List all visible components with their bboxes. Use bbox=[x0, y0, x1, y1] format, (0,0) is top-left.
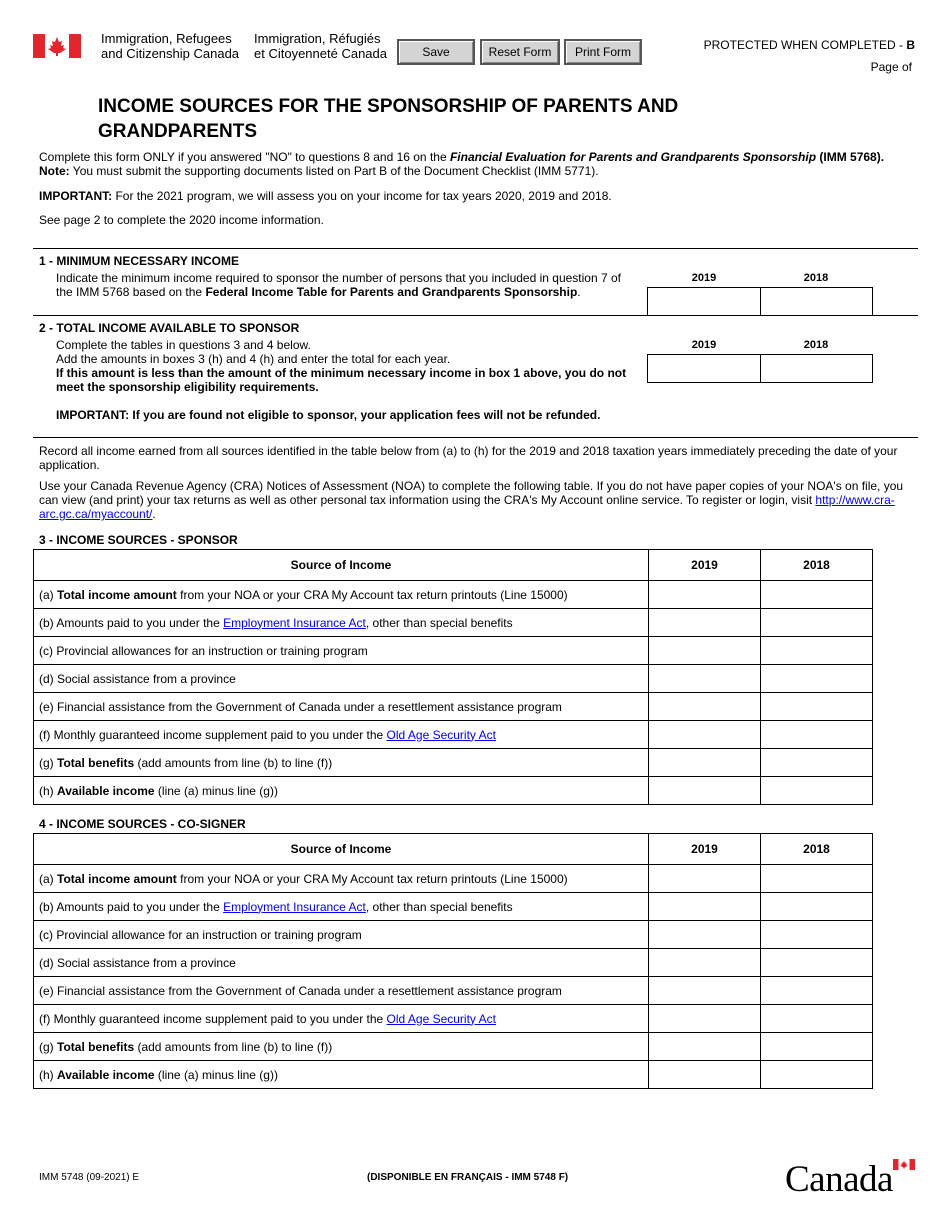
save-button[interactable]: Save bbox=[397, 39, 475, 65]
sponsor-h-2019-input[interactable] bbox=[649, 777, 761, 805]
wordmark-flag-icon bbox=[893, 1159, 915, 1170]
section-4-heading: 4 - INCOME SOURCES - CO-SIGNER bbox=[39, 817, 246, 831]
cra-instructions: Use your Canada Revenue Agency (CRA) Notices of Assessment (NOA) to complete the following table. If you do not have paper copies of your NOA's on file, you can view (and print) your tax returns as well as other personal tax information using the CRA's My Account online service. To register or login, visit http://www.cra-arc.gc.ca/myaccount/. bbox=[39, 479, 904, 521]
section-1-income-boxes bbox=[647, 287, 873, 316]
section-2-important: IMPORTANT: If you are found not eligible to sponsor, your application fees will not be refunded. bbox=[56, 408, 601, 422]
cosigner-d-2019-input[interactable] bbox=[649, 949, 761, 977]
cosigner-a-2018-input[interactable] bbox=[761, 865, 873, 893]
column-header-2019: 2019 bbox=[649, 834, 761, 865]
divider bbox=[33, 315, 918, 316]
row-label-g: (g) Total benefits (add amounts from line (b) to line (f)) bbox=[34, 1033, 649, 1061]
row-label-h: (h) Available income (line (a) minus line (g)) bbox=[34, 777, 649, 805]
cosigner-d-2018-input[interactable] bbox=[761, 949, 873, 977]
protected-label: PROTECTED WHEN COMPLETED - B bbox=[703, 38, 915, 52]
row-label-e: (e) Financial assistance from the Government of Canada under a resettlement assistance program bbox=[34, 693, 649, 721]
sponsor-b-2019-input[interactable] bbox=[649, 609, 761, 637]
sponsor-g-2019-input[interactable] bbox=[649, 749, 761, 777]
section-2-income-boxes bbox=[647, 354, 873, 383]
record-income-instructions: Record all income earned from all sources identified in the table below from (a) to (h) for the 2019 and 2018 taxation years immediately preceding the date of your application. bbox=[39, 444, 898, 472]
sponsor-f-2019-input[interactable] bbox=[649, 721, 761, 749]
sponsor-b-2018-input[interactable] bbox=[761, 609, 873, 637]
sponsor-h-2018-input[interactable] bbox=[761, 777, 873, 805]
row-label-b: (b) Amounts paid to you under the Employment Insurance Act, other than special benefits bbox=[34, 609, 649, 637]
cosigner-f-2018-input[interactable] bbox=[761, 1005, 873, 1033]
page-title: INCOME SOURCES FOR THE SPONSORSHIP OF PARENTS AND GRANDPARENTS bbox=[98, 96, 679, 142]
sponsor-e-2018-input[interactable] bbox=[761, 693, 873, 721]
column-header-source: Source of Income bbox=[34, 550, 649, 581]
table-row bbox=[34, 665, 873, 693]
table-row bbox=[34, 721, 873, 749]
cosigner-g-2018-input[interactable] bbox=[761, 1033, 873, 1061]
row-label-h: (h) Available income (line (a) minus line (g)) bbox=[34, 1061, 649, 1089]
table-row bbox=[34, 977, 873, 1005]
section-2-heading: 2 - TOTAL INCOME AVAILABLE TO SPONSOR bbox=[39, 321, 300, 335]
section-3-heading: 3 - INCOME SOURCES - SPONSOR bbox=[39, 533, 238, 547]
section-1-text: Indicate the minimum income required to sponsor the number of persons that you included in question 7 of the IMM 5768 based on the Federal Income Table for Parents and Grandparents Sponsorship. bbox=[56, 271, 621, 299]
cosigner-b-2018-input[interactable] bbox=[761, 893, 873, 921]
table-header-row bbox=[34, 550, 873, 581]
cosigner-g-2019-input[interactable] bbox=[649, 1033, 761, 1061]
old-age-security-act-link[interactable]: Old Age Security Act bbox=[386, 727, 496, 742]
section-2-text: Complete the tables in questions 3 and 4 below. Add the amounts in boxes 3 (h) and 4 (h) and enter the total for each year. If this amount is less than the amount of the minimum necessary income in box 1 above, you do not meet the sponsorship eligibility requirements. bbox=[56, 338, 627, 394]
column-header-2019: 2019 bbox=[649, 550, 761, 581]
row-label-b: (b) Amounts paid to you under the Employment Insurance Act, other than special benefits bbox=[34, 893, 649, 921]
column-header-2018: 2018 bbox=[761, 550, 873, 581]
section-2-year-2019: 2019 bbox=[691, 339, 717, 351]
row-label-e: (e) Financial assistance from the Government of Canada under a resettlement assistance program bbox=[34, 977, 649, 1005]
column-header-2018: 2018 bbox=[761, 834, 873, 865]
canada-wordmark: Canada bbox=[785, 1159, 893, 1200]
row-label-d: (d) Social assistance from a province bbox=[34, 665, 649, 693]
table-row bbox=[34, 581, 873, 609]
table-row bbox=[34, 921, 873, 949]
minimum-income-2019-input[interactable] bbox=[648, 288, 760, 315]
table-row bbox=[34, 865, 873, 893]
department-name-english: Immigration, Refugees and Citizenship Canada bbox=[101, 31, 240, 61]
divider bbox=[33, 248, 918, 249]
see-page-note: See page 2 to complete the 2020 income information. bbox=[39, 213, 324, 227]
row-label-c: (c) Provincial allowance for an instruction or training program bbox=[34, 921, 649, 949]
sponsor-a-2019-input[interactable] bbox=[649, 581, 761, 609]
sponsor-d-2018-input[interactable] bbox=[761, 665, 873, 693]
canada-flag-icon bbox=[33, 34, 81, 58]
print-form-button[interactable]: Print Form bbox=[564, 39, 642, 65]
french-availability-note: (DISPONIBLE EN FRANÇAIS - IMM 5748 F) bbox=[367, 1172, 569, 1183]
row-label-g: (g) Total benefits (add amounts from line (b) to line (f)) bbox=[34, 749, 649, 777]
cra-myaccount-link[interactable]: http://www.cra-arc.gc.ca/myaccount/ bbox=[39, 493, 895, 521]
page-number: Page of bbox=[870, 60, 912, 74]
total-income-2018-input[interactable] bbox=[760, 355, 872, 382]
employment-insurance-act-link[interactable]: Employment Insurance Act bbox=[223, 899, 366, 914]
table-row bbox=[34, 949, 873, 977]
important-notice: IMPORTANT: For the 2021 program, we will assess you on your income for tax years 2020, 2019 and 2018. bbox=[39, 189, 612, 203]
cosigner-b-2019-input[interactable] bbox=[649, 893, 761, 921]
total-income-2019-input[interactable] bbox=[648, 355, 760, 382]
cosigner-h-2019-input[interactable] bbox=[649, 1061, 761, 1089]
form-code: IMM 5748 (09-2021) E bbox=[39, 1172, 140, 1183]
table-row bbox=[34, 609, 873, 637]
intro-instructions: Complete this form ONLY if you answered "NO" to questions 8 and 16 on the Financial Evaluation for Parents and Grandparents Sponsorship (IMM 5768). Note: You must submit the supporting documents listed on Part B of the Document Checklist (IMM 5771). bbox=[39, 150, 885, 178]
sponsor-f-2018-input[interactable] bbox=[761, 721, 873, 749]
sponsor-income-table bbox=[33, 549, 873, 805]
table-row bbox=[34, 637, 873, 665]
row-label-a: (a) Total income amount from your NOA or your CRA My Account tax return printouts (Line 15000) bbox=[34, 865, 649, 893]
employment-insurance-act-link[interactable]: Employment Insurance Act bbox=[223, 615, 366, 630]
table-row bbox=[34, 1061, 873, 1089]
sponsor-g-2018-input[interactable] bbox=[761, 749, 873, 777]
section-1-heading: 1 - MINIMUM NECESSARY INCOME bbox=[39, 254, 240, 268]
sponsor-c-2018-input[interactable] bbox=[761, 637, 873, 665]
sponsor-d-2019-input[interactable] bbox=[649, 665, 761, 693]
department-name-french: Immigration, Réfugiés et Citoyenneté Canada bbox=[254, 31, 387, 61]
table-row bbox=[34, 693, 873, 721]
cosigner-income-table bbox=[33, 833, 873, 1089]
cosigner-a-2019-input[interactable] bbox=[649, 865, 761, 893]
section-1-year-2018: 2018 bbox=[803, 272, 829, 284]
cosigner-e-2018-input[interactable] bbox=[761, 977, 873, 1005]
row-label-a: (a) Total income amount from your NOA or your CRA My Account tax return printouts (Line 15000) bbox=[34, 581, 649, 609]
sponsor-e-2019-input[interactable] bbox=[649, 693, 761, 721]
cosigner-f-2019-input[interactable] bbox=[649, 1005, 761, 1033]
table-header-row bbox=[34, 834, 873, 865]
cosigner-c-2019-input[interactable] bbox=[649, 921, 761, 949]
cosigner-h-2018-input[interactable] bbox=[761, 1061, 873, 1089]
section-1-year-2019: 2019 bbox=[691, 272, 717, 284]
row-label-c: (c) Provincial allowances for an instruction or training program bbox=[34, 637, 649, 665]
section-2-year-2018: 2018 bbox=[803, 339, 829, 351]
table-row bbox=[34, 893, 873, 921]
table-row bbox=[34, 749, 873, 777]
column-header-source: Source of Income bbox=[34, 834, 649, 865]
table-row bbox=[34, 777, 873, 805]
table-row bbox=[34, 1033, 873, 1061]
old-age-security-act-link[interactable]: Old Age Security Act bbox=[386, 1011, 496, 1026]
table-row bbox=[34, 1005, 873, 1033]
divider bbox=[33, 437, 918, 438]
reset-form-button[interactable]: Reset Form bbox=[480, 39, 560, 65]
sponsor-c-2019-input[interactable] bbox=[649, 637, 761, 665]
row-label-f: (f) Monthly guaranteed income supplement paid to you under the Old Age Security Act bbox=[34, 721, 649, 749]
row-label-d: (d) Social assistance from a province bbox=[34, 949, 649, 977]
sponsor-a-2018-input[interactable] bbox=[761, 581, 873, 609]
cosigner-c-2018-input[interactable] bbox=[761, 921, 873, 949]
row-label-f: (f) Monthly guaranteed income supplement paid to you under the Old Age Security Act bbox=[34, 1005, 649, 1033]
cosigner-e-2019-input[interactable] bbox=[649, 977, 761, 1005]
minimum-income-2018-input[interactable] bbox=[760, 288, 872, 315]
